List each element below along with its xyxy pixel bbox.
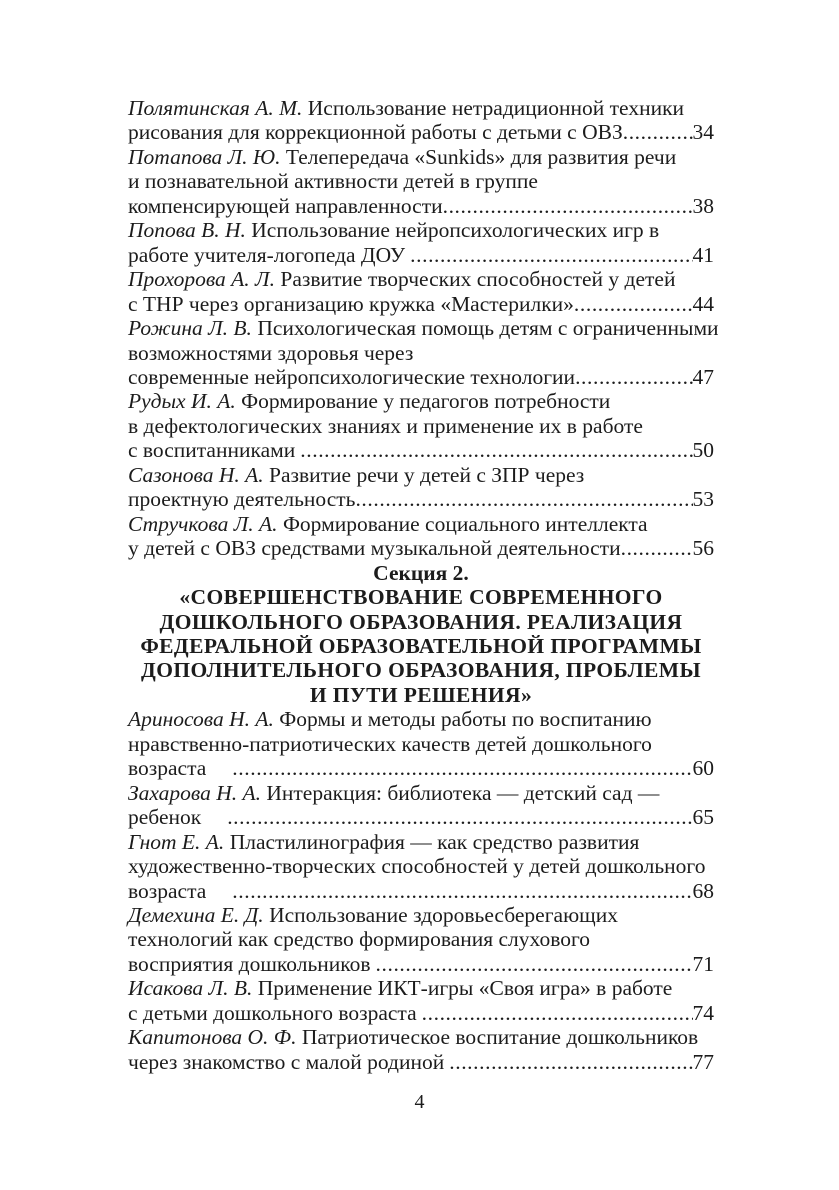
dot-leader <box>227 805 692 829</box>
toc-line <box>128 463 714 487</box>
toc-line <box>128 707 714 731</box>
dot-leader <box>300 438 692 462</box>
entry-text: Исакова Л. В. Применение ИКТ-игры «Своя игра» в работе <box>128 976 673 1001</box>
dot-leader <box>232 879 692 903</box>
toc-lines <box>128 96 719 1074</box>
author-name: Гнот Е. А. <box>128 829 225 854</box>
entry-text: восприятия дошкольников <box>128 951 371 976</box>
author-name: Полятинская А. М. <box>128 96 303 120</box>
toc-line <box>128 414 714 438</box>
page-ref: 44 <box>692 291 714 316</box>
dot-leader <box>575 365 692 389</box>
entry-text: возраста <box>128 878 207 903</box>
entry-text: рисования для коррекционной работы с детьми с ОВЗ <box>128 120 623 145</box>
entry-text: с ТНР через организацию кружка «Мастерилки» <box>128 291 574 316</box>
page-number: 4 <box>414 1091 425 1113</box>
dot-leader <box>574 292 693 316</box>
toc-line <box>128 903 714 927</box>
toc-line <box>128 1050 714 1074</box>
table-of-contents <box>128 96 719 1074</box>
toc-line <box>128 536 714 560</box>
toc-line <box>128 487 714 511</box>
author-name: Захарова Н. А. <box>128 780 261 805</box>
page-ref: 65 <box>692 805 714 830</box>
dot-leader <box>443 194 693 218</box>
page-ref: 53 <box>692 487 714 512</box>
author-name: Ариносова Н. А. <box>128 707 274 732</box>
toc-line <box>128 879 714 903</box>
page-ref: 38 <box>692 193 714 218</box>
dot-leader <box>232 756 692 780</box>
entry-text: Захарова Н. А. Интеракция: библиотека — детский сад — <box>128 780 660 805</box>
author-name: Капитонова О. Ф. <box>128 1025 297 1050</box>
page-ref: 41 <box>692 242 714 267</box>
entry-text: Гнот Е. А. Пластилинография — как средство развития <box>128 829 640 854</box>
toc-line <box>128 243 714 267</box>
toc-line <box>128 341 714 365</box>
toc-line <box>128 805 714 829</box>
section-heading-line: «СОВЕРШЕНСТВОВАНИЕ СОВРЕМЕННОГО <box>179 585 663 610</box>
section-heading-line: ДОШКОЛЬНОГО ОБРАЗОВАНИЯ. РЕАЛИЗАЦИЯ <box>159 609 683 634</box>
toc-line <box>128 365 714 389</box>
toc-line <box>128 512 714 536</box>
entry-text: Рожина Л. В. Психологическая помощь детям с ограниченными <box>128 316 719 341</box>
toc-line <box>128 218 714 242</box>
author-name: Сазонова Н. А. <box>128 462 264 487</box>
author-name: Демехина Е. Д. <box>128 902 264 927</box>
toc-line <box>128 194 714 218</box>
toc-line <box>128 952 714 976</box>
entry-text: технологий как средство формирования слухового <box>128 927 590 952</box>
entry-text: компенсирующей направленности <box>128 193 443 218</box>
toc-line <box>128 830 714 854</box>
entry-text: современные нейропсихологические технологии <box>128 364 576 389</box>
toc-line <box>128 976 714 1000</box>
entry-text: Потапова Л. Ю. Телепередача «Sunkids» для развития речи <box>128 144 677 169</box>
toc-line <box>128 756 714 780</box>
entry-text: Демехина Е. Д. Использование здоровьесберегающих <box>128 902 618 927</box>
section-heading-label: Секция 2. <box>373 560 469 585</box>
toc-line <box>128 267 714 291</box>
entry-text: с детьми дошкольного возраста <box>128 1000 417 1025</box>
toc-line <box>128 169 714 193</box>
author-name: Попова В. Н. <box>128 218 246 243</box>
toc-line <box>128 96 714 120</box>
toc-line <box>128 316 719 341</box>
entry-text: работе учителя-логопеда ДОУ <box>128 242 406 267</box>
entry-text: Ариносова Н. А. Формы и методы работы по воспитанию <box>128 707 652 732</box>
dot-leader <box>449 1050 692 1074</box>
toc-line <box>128 438 714 462</box>
toc-line <box>128 732 714 756</box>
toc-line <box>128 781 714 805</box>
toc-line <box>128 120 714 144</box>
dot-leader <box>422 1001 693 1025</box>
entry-text: Прохорова А. Л. Развитие творческих способностей у детей <box>128 267 676 292</box>
page-ref: 60 <box>692 756 714 781</box>
dot-leader <box>376 952 693 976</box>
entry-text: Полятинская А. М. Использование нетрадиционной техники <box>128 96 685 120</box>
section-heading-line: И ПУТИ РЕШЕНИЯ» <box>309 682 533 707</box>
page-ref: 74 <box>692 1000 714 1025</box>
dot-leader <box>410 243 692 267</box>
toc-line <box>128 1025 714 1049</box>
entry-text: художественно-творческих способностей у детей дошкольного <box>128 854 706 879</box>
author-name: Стручкова Л. А. <box>128 511 278 536</box>
toc-line <box>128 1001 714 1025</box>
entry-text: возможностями здоровья через <box>128 340 414 365</box>
page-ref: 47 <box>692 364 714 389</box>
entry-text: ребенок <box>128 805 202 830</box>
author-name: Рудых И. А. <box>128 389 236 414</box>
author-name: Исакова Л. В. <box>128 976 253 1001</box>
entry-text: Попова В. Н. Использование нейропсихологических игр в <box>128 218 660 243</box>
toc-line <box>128 292 714 316</box>
toc-line <box>128 145 714 169</box>
dot-leader <box>623 120 693 144</box>
dot-leader <box>355 487 692 511</box>
section-heading-line: ДОПОЛНИТЕЛЬНОГО ОБРАЗОВАНИЯ, ПРОБЛЕМЫ <box>141 658 701 683</box>
entry-text: и познавательной активности детей в группе <box>128 169 538 194</box>
author-name: Прохорова А. Л. <box>128 267 275 292</box>
page-ref: 50 <box>692 438 714 463</box>
entry-text: с воспитанниками <box>128 438 296 463</box>
entry-text: в дефектологических знаниях и применение их в работе <box>128 413 643 438</box>
author-name: Потапова Л. Ю. <box>128 144 281 169</box>
page-ref: 77 <box>692 1049 714 1074</box>
dot-leader <box>621 536 693 560</box>
entry-text: Стручкова Л. А. Формирование социального интеллекта <box>128 511 648 536</box>
page-ref: 68 <box>692 878 714 903</box>
page-ref: 34 <box>692 120 714 145</box>
page-ref: 71 <box>692 951 714 976</box>
toc-line <box>128 854 714 878</box>
toc-line <box>128 927 714 951</box>
entry-text: Рудых И. А. Формирование у педагогов потребности <box>128 389 611 414</box>
page-ref: 56 <box>692 536 714 561</box>
entry-text: возраста <box>128 756 207 781</box>
section-heading-line: ФЕДЕРАЛЬНОЙ ОБРАЗОВАТЕЛЬНОЙ ПРОГРАММЫ <box>140 633 702 658</box>
toc-line <box>128 389 714 413</box>
entry-text: через знакомство с малой родиной <box>128 1049 445 1074</box>
entry-text: Капитонова О. Ф. Патриотическое воспитание дошкольников <box>128 1025 699 1050</box>
author-name: Рожина Л. В. <box>128 316 252 341</box>
entry-text: у детей с ОВЗ средствами музыкальной деятельности <box>128 536 621 561</box>
entry-text: проектную деятельность <box>128 487 356 512</box>
entry-text: нравственно-патриотических качеств детей дошкольного <box>128 731 652 756</box>
entry-text: Сазонова Н. А. Развитие речи у детей с ЗПР через <box>128 462 585 487</box>
